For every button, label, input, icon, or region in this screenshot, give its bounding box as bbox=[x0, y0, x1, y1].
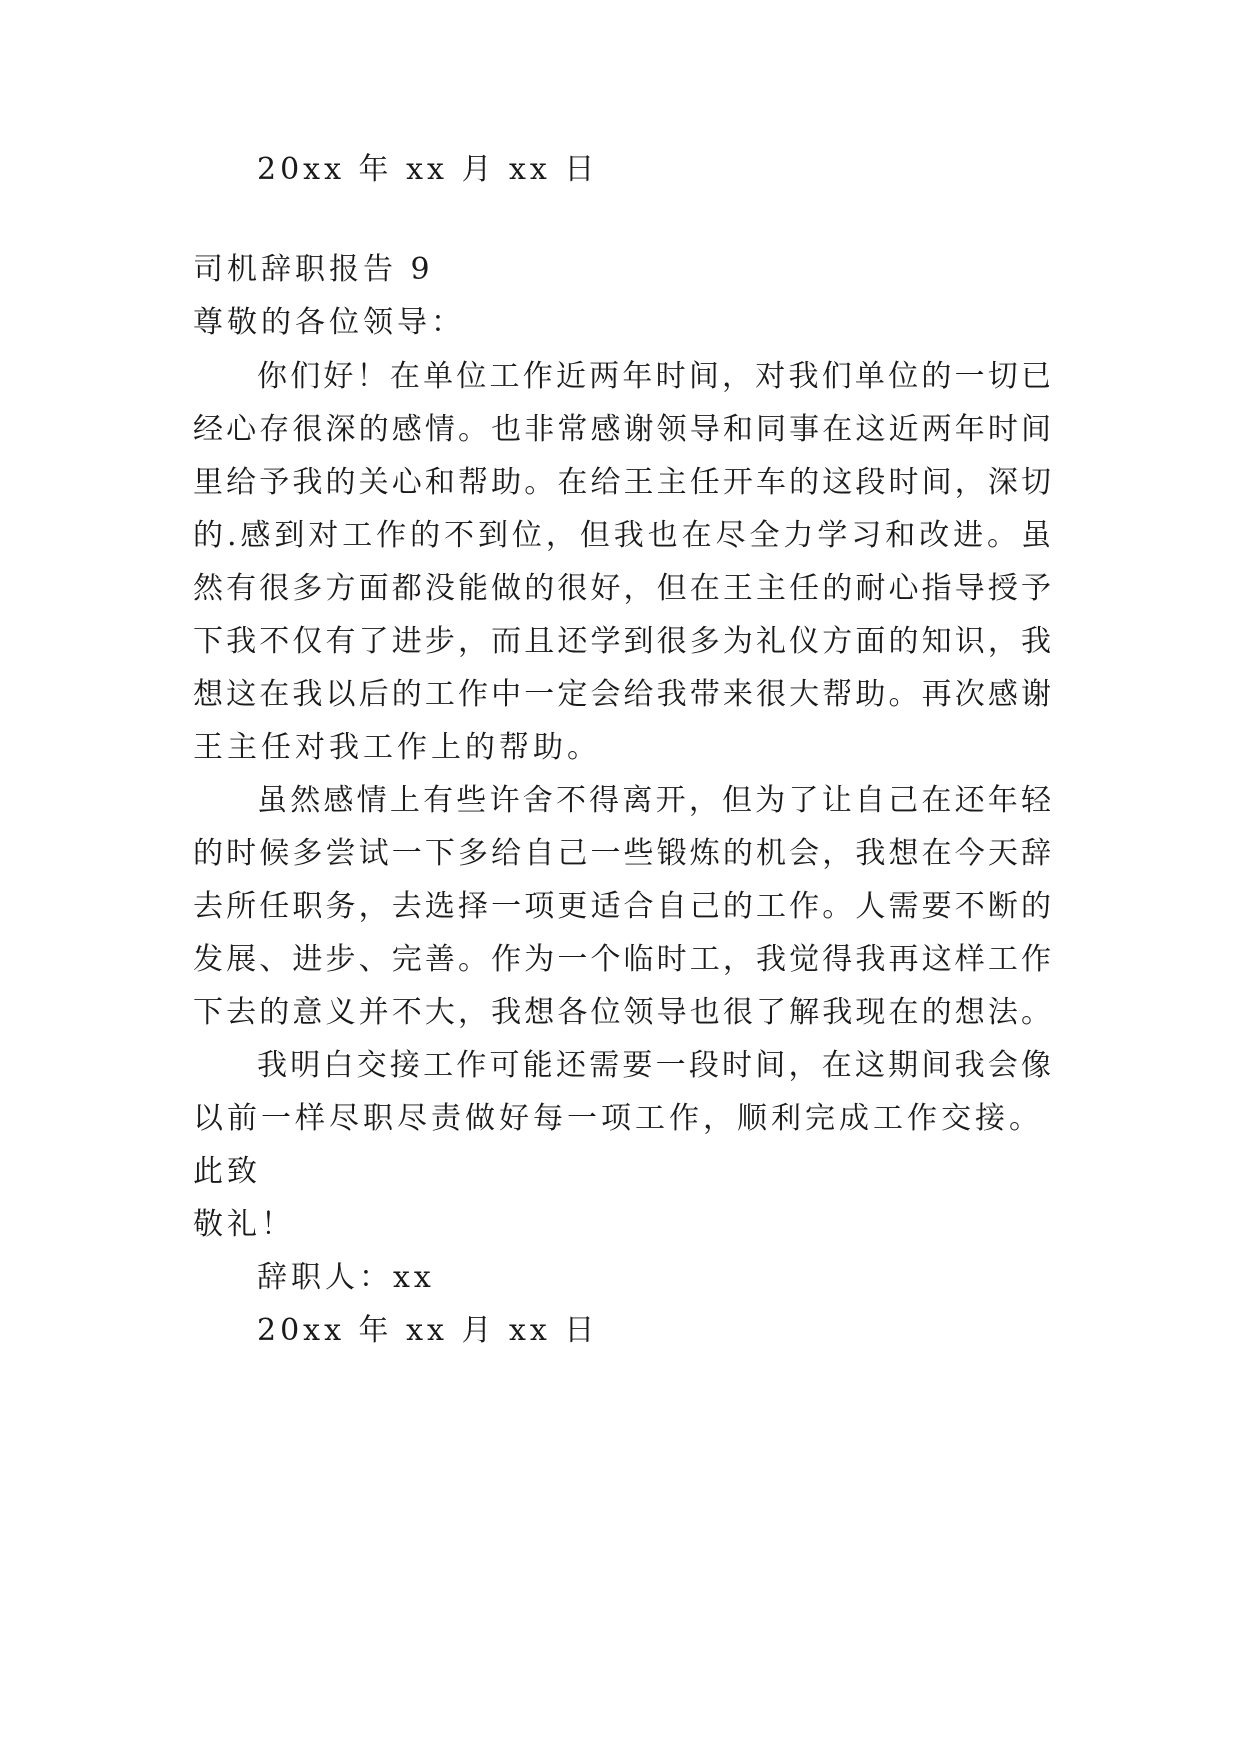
paragraph1-line: 经心存很深的感情。也非常感谢领导和同事在这近两年时间 bbox=[193, 412, 1051, 447]
closing-line-1: 此致 bbox=[193, 1154, 261, 1189]
paragraph1-line: 然有很多方面都没能做的很好，但在王主任的耐心指导授予 bbox=[193, 571, 1051, 606]
paragraph2-line: 去所任职务，去选择一项更适合自己的工作。人需要不断的 bbox=[193, 889, 1051, 924]
date-top: 20xx 年 xx 月 xx 日 bbox=[257, 152, 599, 187]
paragraph2-line: 发展、进步、完善。作为一个临时工，我觉得我再这样工作 bbox=[193, 942, 1051, 977]
paragraph1-line: 的.感到对工作的不到位，但我也在尽全力学习和改进。虽 bbox=[193, 518, 1051, 553]
date-bottom: 20xx 年 xx 月 xx 日 bbox=[257, 1313, 599, 1348]
salutation: 尊敬的各位领导： bbox=[193, 305, 465, 340]
paragraph1-line: 下我不仅有了进步，而且还学到很多为礼仪方面的知识，我 bbox=[193, 624, 1051, 659]
paragraph2-line: 的时候多尝试一下多给自己一些锻炼的机会，我想在今天辞 bbox=[193, 836, 1051, 871]
signer-line: 辞职人：xx bbox=[257, 1260, 435, 1295]
document-title: 司机辞职报告 9 bbox=[193, 252, 434, 287]
closing-line-2: 敬礼！ bbox=[193, 1207, 295, 1242]
paragraph2-line: 虽然感情上有些许舍不得离开，但为了让自己在还年轻 bbox=[257, 783, 1051, 818]
paragraph3-line: 我明白交接工作可能还需要一段时间，在这期间我会像 bbox=[257, 1048, 1051, 1083]
paragraph1-line: 王主任对我工作上的帮助。 bbox=[193, 730, 601, 765]
paragraph3-line: 以前一样尽职尽责做好每一项工作，顺利完成工作交接。 bbox=[193, 1101, 1043, 1136]
paragraph1-line: 里给予我的关心和帮助。在给王主任开车的这段时间，深切 bbox=[193, 465, 1051, 500]
paragraph1-line: 你们好！在单位工作近两年时间，对我们单位的一切已 bbox=[257, 359, 1051, 394]
paragraph2-line: 下去的意义并不大，我想各位领导也很了解我现在的想法。 bbox=[193, 995, 1051, 1030]
paragraph1-line: 想这在我以后的工作中一定会给我带来很大帮助。再次感谢 bbox=[193, 677, 1051, 712]
